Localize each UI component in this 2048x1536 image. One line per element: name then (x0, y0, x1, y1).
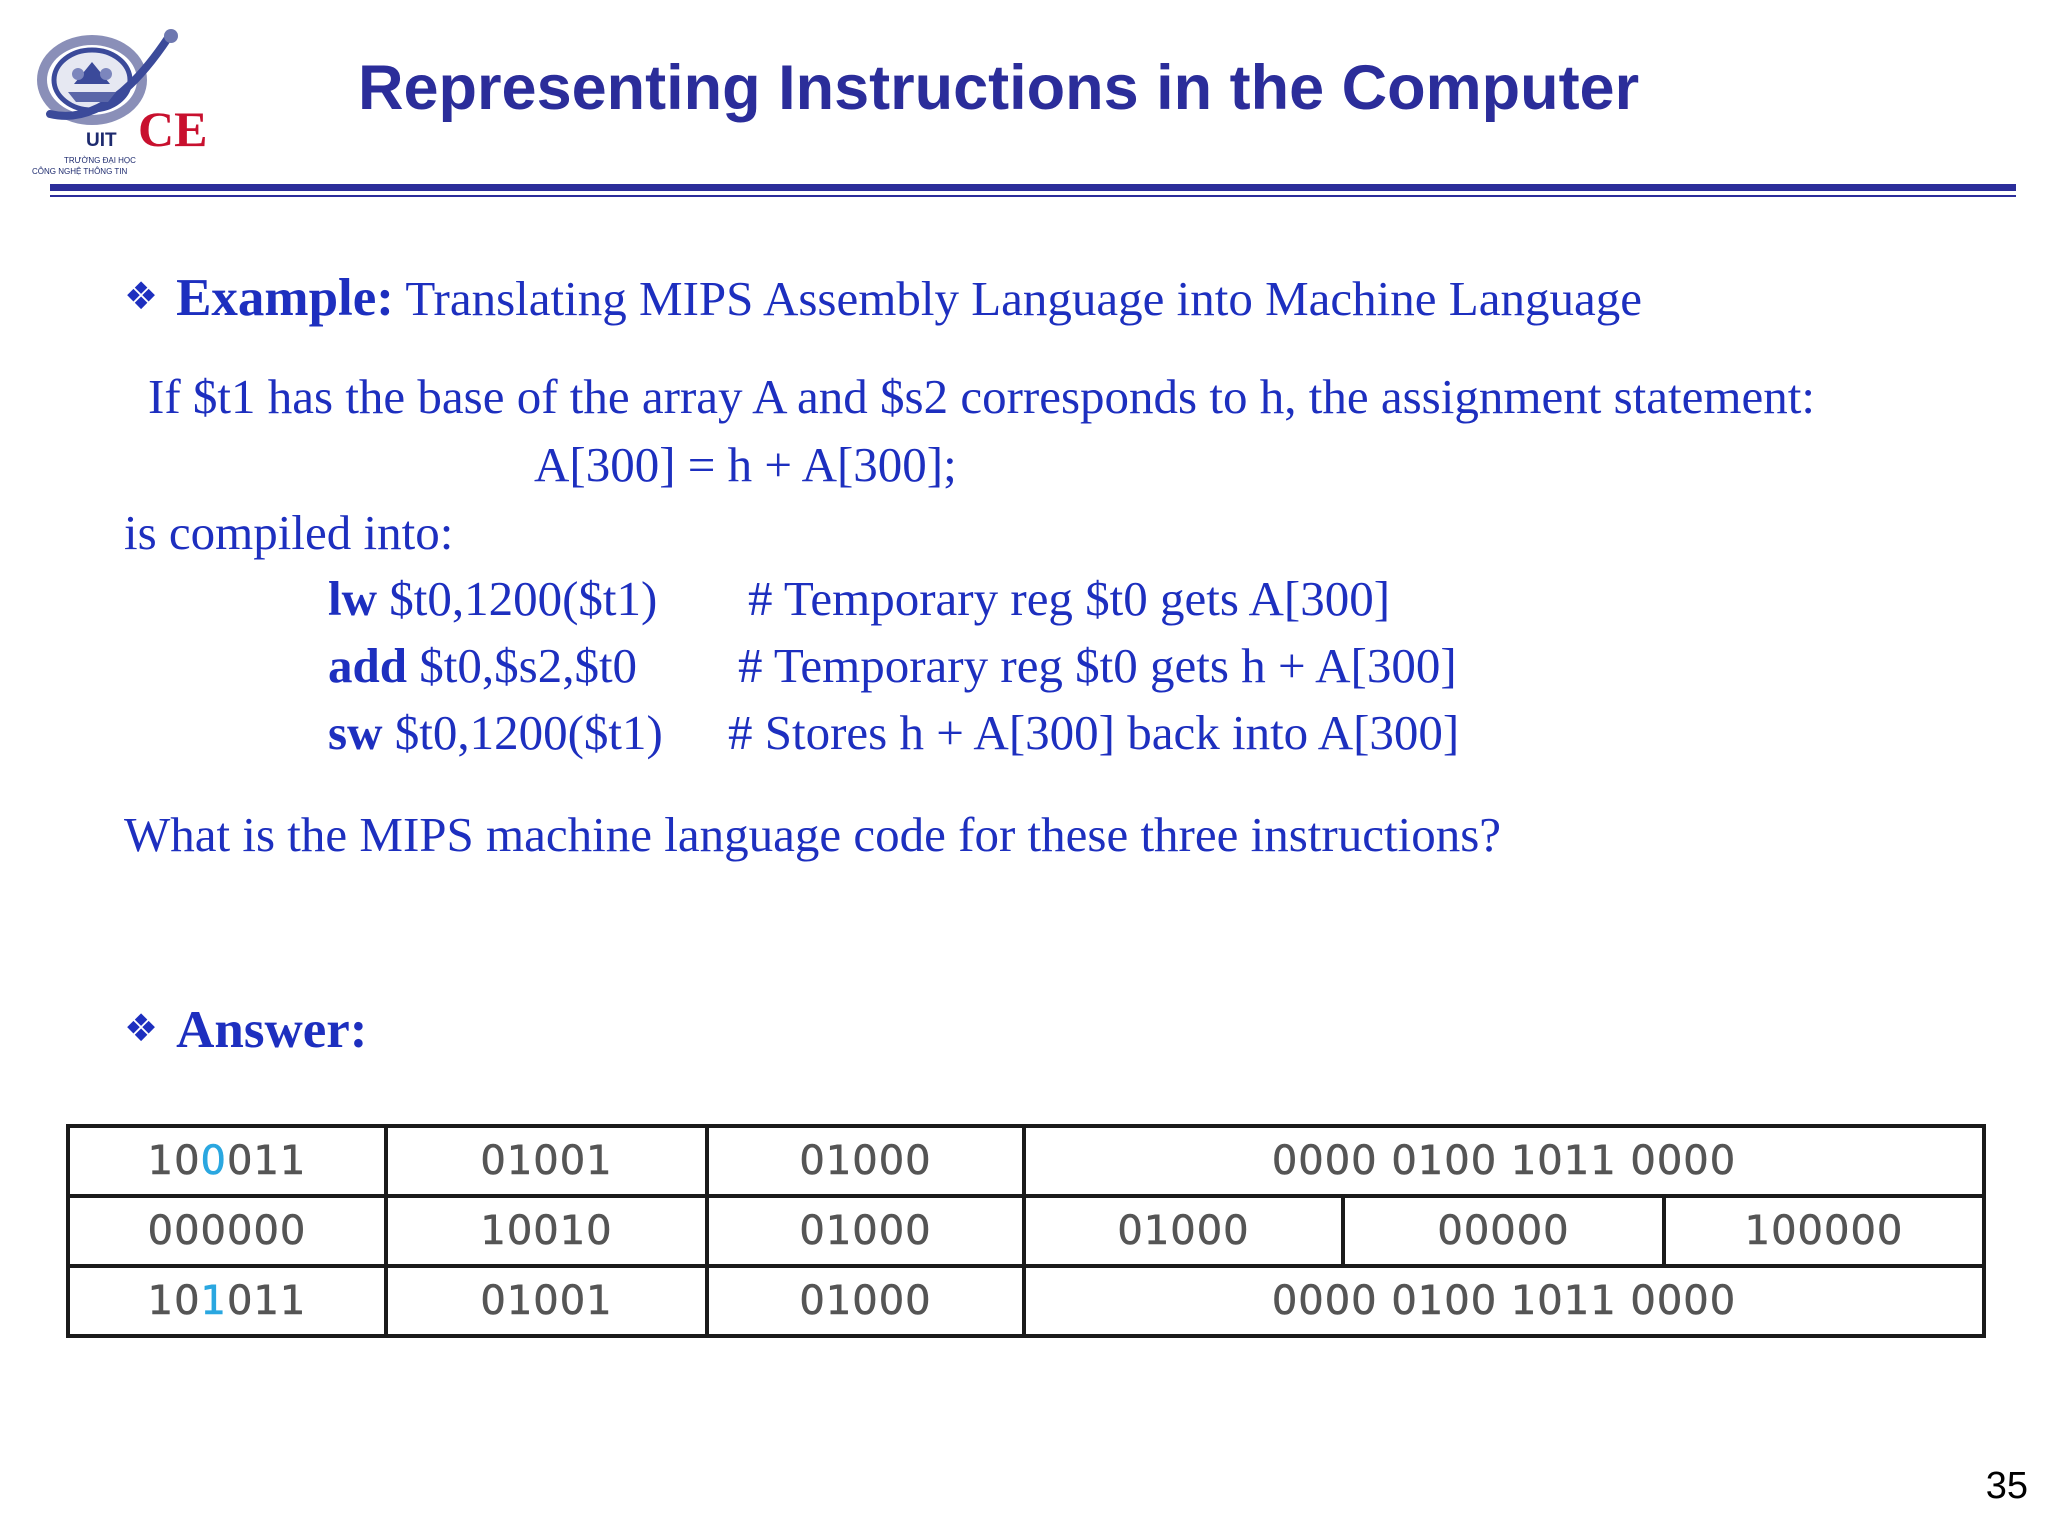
rs-cell: 10010 (386, 1196, 707, 1266)
rt-cell: 01000 (707, 1126, 1024, 1196)
code-args: $t0,1200($t1) (377, 571, 658, 626)
question-text: What is the MIPS machine language code for these three instructions? (124, 807, 1502, 862)
highlighted-bit: 1 (200, 1278, 227, 1324)
immediate-cell: 0000 0100 1011 0000 (1024, 1266, 1984, 1336)
table-row (68, 1266, 1984, 1336)
table-row (68, 1126, 1984, 1196)
highlighted-bit: 0 (200, 1138, 227, 1184)
shamt-cell: 00000 (1343, 1196, 1664, 1266)
answer-heading-line (124, 1001, 368, 1059)
uit-ce-logo (28, 18, 228, 193)
code-args: $t0,$s2,$t0 (407, 638, 638, 693)
rd-cell: 01000 (1024, 1196, 1343, 1266)
rt-cell: 01000 (707, 1196, 1024, 1266)
code-op: sw (328, 705, 383, 760)
example-topic: Translating MIPS Assembly Language into Machine Language (405, 271, 1642, 326)
compiled-intro: is compiled into: (124, 505, 454, 560)
logo-abbr: UIT (86, 130, 117, 151)
code-line-lw (328, 571, 1391, 626)
title-divider-thin (50, 195, 2016, 197)
table-row (68, 1196, 1984, 1266)
assignment-statement: A[300] = h + A[300]; (534, 437, 957, 492)
immediate-cell: 0000 0100 1011 0000 (1024, 1126, 1984, 1196)
logo-subtitle-2: CÔNG NGHỆ THÔNG TIN (32, 167, 128, 176)
opcode-cell: 101011 (68, 1266, 386, 1336)
rs-cell: 01001 (386, 1126, 707, 1196)
diamond-bullet-icon: ❖ (124, 274, 159, 318)
example-heading: Example: (176, 269, 394, 327)
opcode-cell: 000000 (68, 1196, 386, 1266)
code-comment: # Stores h + A[300] back into A[300] (728, 705, 1460, 760)
uit-emblem-icon (28, 18, 228, 193)
code-line-add (328, 638, 1457, 693)
code-comment: # Temporary reg $t0 gets h + A[300] (738, 638, 1457, 693)
funct-cell: 100000 (1664, 1196, 1984, 1266)
diamond-bullet-icon: ❖ (124, 1006, 159, 1050)
code-comment: # Temporary reg $t0 gets A[300] (748, 571, 1391, 626)
code-op: lw (328, 571, 377, 626)
page-number: 35 (1985, 1465, 2028, 1507)
example-condition: If $t1 has the base of the array A and $s2 corresponds to h, the assignment statement: (148, 369, 1815, 424)
code-line-sw (328, 705, 1460, 760)
logo-subtitle-1: TRƯỜNG ĐẠI HỌC (64, 156, 136, 165)
slide-title: Representing Instructions in the Computer (358, 53, 1640, 123)
opcode-cell: 100011 (68, 1126, 386, 1196)
answer-heading: Answer: (176, 1001, 368, 1059)
machine-code-table (66, 1124, 1986, 1338)
rs-cell: 01001 (386, 1266, 707, 1336)
code-op: add (328, 638, 408, 693)
logo-dept: CE (138, 101, 208, 157)
example-heading-line (124, 269, 1642, 327)
title-divider (50, 184, 2016, 191)
code-args: $t0,1200($t1) (382, 705, 663, 760)
rt-cell: 01000 (707, 1266, 1024, 1336)
